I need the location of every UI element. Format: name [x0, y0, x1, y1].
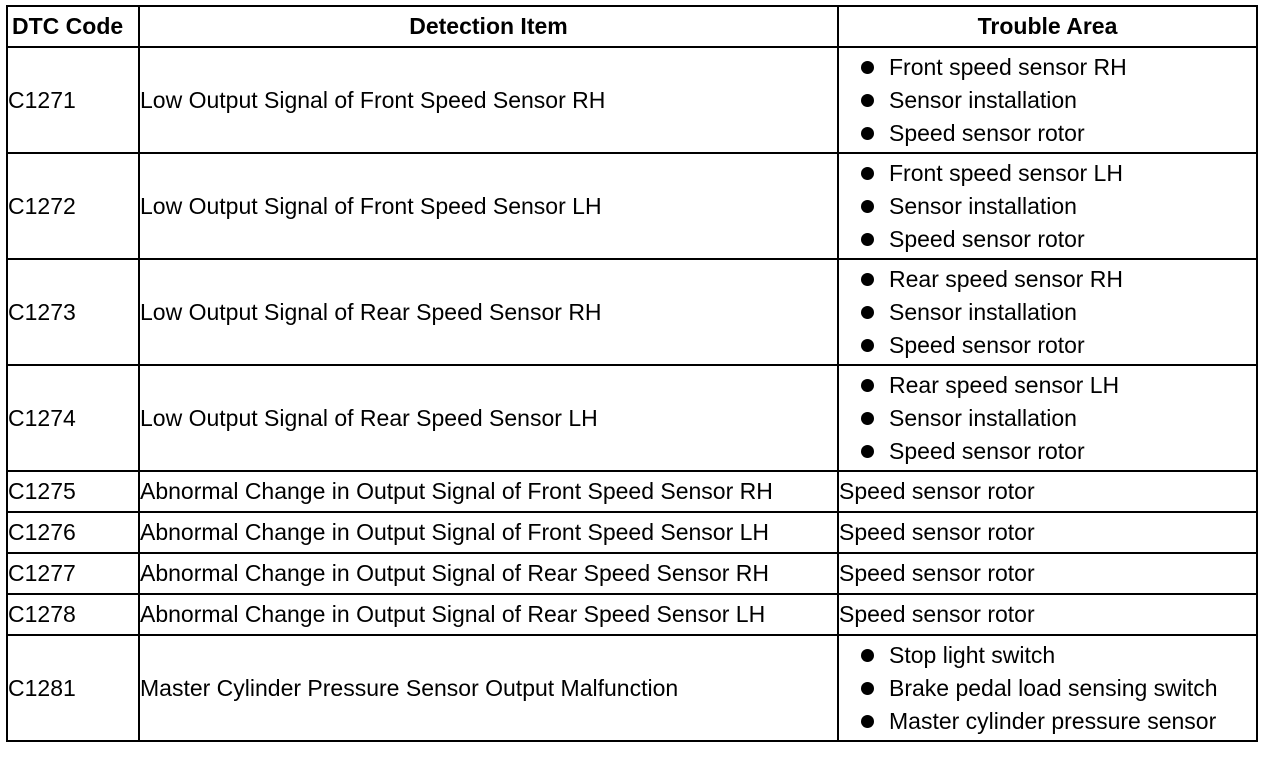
trouble-area-text: Rear speed sensor RH — [889, 265, 1123, 292]
trouble-area-list — [839, 51, 1256, 150]
trouble-area-text: Stop light switch — [889, 641, 1056, 668]
list-item — [857, 223, 1256, 256]
bullet-icon — [861, 233, 874, 246]
trouble-area-text: Speed sensor rotor — [889, 225, 1085, 252]
trouble-area-list — [839, 157, 1256, 256]
trouble-area-text: Front speed sensor LH — [889, 159, 1123, 186]
dtc-code-cell: C1273 — [7, 259, 139, 365]
list-item — [857, 190, 1256, 223]
list-item — [857, 402, 1256, 435]
header-dtc-code: DTC Code — [7, 6, 139, 47]
table-row — [7, 47, 1257, 153]
trouble-area-text: Speed sensor rotor — [889, 119, 1085, 146]
dtc-code-cell: C1278 — [7, 594, 139, 635]
list-item — [857, 435, 1256, 468]
bullet-icon — [861, 445, 874, 458]
trouble-area-list — [839, 639, 1256, 738]
detection-item-cell: Low Output Signal of Rear Speed Sensor LH — [139, 365, 838, 471]
trouble-area-cell — [838, 365, 1257, 471]
bullet-icon — [861, 715, 874, 728]
list-item — [857, 329, 1256, 362]
list-item — [857, 639, 1256, 672]
trouble-area-cell: Speed sensor rotor — [838, 594, 1257, 635]
bullet-icon — [861, 649, 874, 662]
list-item — [857, 296, 1256, 329]
detection-item-cell: Low Output Signal of Front Speed Sensor LH — [139, 153, 838, 259]
table-row — [7, 365, 1257, 471]
table-row — [7, 553, 1257, 594]
trouble-area-cell — [838, 153, 1257, 259]
list-item — [857, 705, 1256, 738]
detection-item-cell: Abnormal Change in Output Signal of Front Speed Sensor LH — [139, 512, 838, 553]
trouble-area-text: Sensor installation — [889, 192, 1077, 219]
list-item — [857, 157, 1256, 190]
header-trouble-area: Trouble Area — [838, 6, 1257, 47]
detection-item-cell: Abnormal Change in Output Signal of Front Speed Sensor RH — [139, 471, 838, 512]
bullet-icon — [861, 682, 874, 695]
trouble-area-cell: Speed sensor rotor — [838, 471, 1257, 512]
trouble-area-cell: Speed sensor rotor — [838, 553, 1257, 594]
trouble-area-text: Speed sensor rotor — [889, 331, 1085, 358]
detection-item-cell: Abnormal Change in Output Signal of Rear Speed Sensor LH — [139, 594, 838, 635]
list-item — [857, 672, 1256, 705]
dtc-code-cell: C1276 — [7, 512, 139, 553]
bullet-icon — [861, 167, 874, 180]
dtc-code-cell: C1277 — [7, 553, 139, 594]
list-item — [857, 263, 1256, 296]
bullet-icon — [861, 339, 874, 352]
table-row — [7, 594, 1257, 635]
bullet-icon — [861, 94, 874, 107]
trouble-area-list — [839, 369, 1256, 468]
dtc-code-cell: C1281 — [7, 635, 139, 741]
trouble-area-text: Sensor installation — [889, 404, 1077, 431]
trouble-area-cell: Speed sensor rotor — [838, 512, 1257, 553]
table-row — [7, 471, 1257, 512]
trouble-area-text: Master cylinder pressure sensor — [889, 707, 1217, 734]
list-item — [857, 369, 1256, 402]
bullet-icon — [861, 127, 874, 140]
dtc-code-cell: C1271 — [7, 47, 139, 153]
detection-item-cell: Master Cylinder Pressure Sensor Output Malfunction — [139, 635, 838, 741]
table-row — [7, 259, 1257, 365]
dtc-code-cell: C1275 — [7, 471, 139, 512]
header-detection-item: Detection Item — [139, 6, 838, 47]
trouble-area-text: Sensor installation — [889, 86, 1077, 113]
trouble-area-list — [839, 263, 1256, 362]
dtc-code-cell: C1274 — [7, 365, 139, 471]
list-item — [857, 51, 1256, 84]
trouble-area-cell — [838, 259, 1257, 365]
bullet-icon — [861, 61, 874, 74]
trouble-area-text: Brake pedal load sensing switch — [889, 674, 1218, 701]
list-item — [857, 117, 1256, 150]
detection-item-cell: Low Output Signal of Rear Speed Sensor RH — [139, 259, 838, 365]
trouble-area-cell — [838, 635, 1257, 741]
list-item — [857, 84, 1256, 117]
trouble-area-cell — [838, 47, 1257, 153]
table-row — [7, 512, 1257, 553]
bullet-icon — [861, 306, 874, 319]
trouble-area-text: Rear speed sensor LH — [889, 371, 1120, 398]
bullet-icon — [861, 379, 874, 392]
table-row — [7, 153, 1257, 259]
header-row — [7, 6, 1257, 47]
bullet-icon — [861, 273, 874, 286]
detection-item-cell: Abnormal Change in Output Signal of Rear Speed Sensor RH — [139, 553, 838, 594]
bullet-icon — [861, 412, 874, 425]
trouble-area-text: Sensor installation — [889, 298, 1077, 325]
dtc-table — [6, 5, 1258, 742]
trouble-area-text: Speed sensor rotor — [889, 437, 1085, 464]
bullet-icon — [861, 200, 874, 213]
trouble-area-text: Front speed sensor RH — [889, 53, 1127, 80]
dtc-code-cell: C1272 — [7, 153, 139, 259]
table-row — [7, 635, 1257, 741]
detection-item-cell: Low Output Signal of Front Speed Sensor RH — [139, 47, 838, 153]
